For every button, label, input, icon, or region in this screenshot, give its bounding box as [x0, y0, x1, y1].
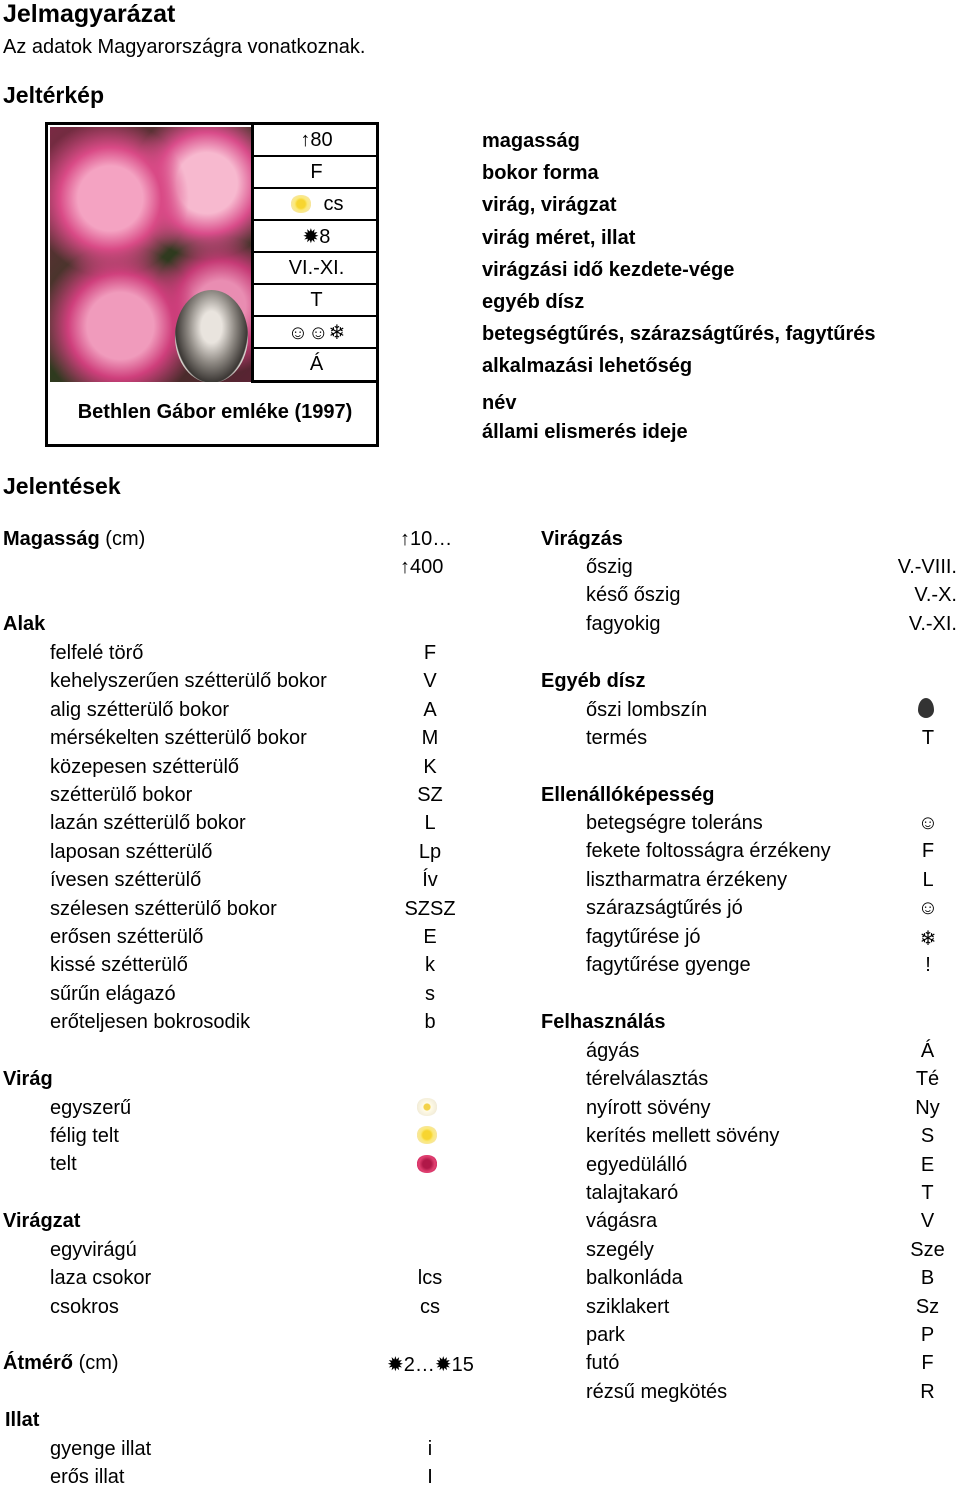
card-cell-height: ↑80	[251, 125, 379, 157]
map-label: név	[482, 392, 517, 414]
resist-code: F	[921, 840, 935, 863]
use-label: szegély	[586, 1238, 654, 1261]
form-label: mérsékelten szétterülő bokor	[50, 727, 307, 750]
resist-code: !	[925, 954, 931, 976]
form-code: L	[424, 812, 436, 835]
flower-single-label: egyszerű	[50, 1097, 132, 1119]
form-code: k	[425, 954, 435, 977]
map-label: virág, virágzat	[482, 194, 617, 216]
inflo-heading: Virágzat	[3, 1210, 81, 1232]
use-code: Ny	[915, 1096, 940, 1119]
diameter-label: Átmérő	[3, 1352, 74, 1374]
use-label: futó	[586, 1352, 620, 1375]
form-code: F	[423, 642, 437, 664]
card-cell-flower-code: cs	[323, 192, 344, 215]
resist-code: ❄	[919, 927, 937, 950]
map-label: alkalmazási lehetőség	[482, 355, 693, 377]
map-label: virág méret, illat	[482, 227, 636, 249]
use-code: Té	[915, 1068, 940, 1091]
sample-card	[45, 122, 379, 447]
form-code: Ív	[422, 869, 438, 892]
form-code: A	[423, 698, 437, 721]
map-label: magasság	[482, 130, 580, 152]
double-flower-icon	[416, 1155, 438, 1173]
form-code: SZSZ	[404, 897, 456, 920]
bloom-code: V.-X.	[914, 584, 957, 607]
form-label: szétterülő bokor	[50, 784, 193, 806]
use-label: talajtakaró	[586, 1182, 679, 1204]
use-code: S	[920, 1125, 935, 1148]
deco-heading: Egyéb dísz	[541, 670, 646, 692]
form-label: közepesen szétterülő	[50, 755, 240, 778]
card-rose-name: Bethlen Gábor emléke (1997)	[77, 400, 353, 423]
use-label: ágyás	[586, 1040, 640, 1062]
diameter-heading	[3, 1352, 119, 1375]
use-label: rézsű megkötés	[586, 1380, 728, 1403]
deco-label: őszi lombszín	[586, 699, 708, 721]
semi-double-flower-icon	[416, 1126, 438, 1144]
bloom-label: késő őszig	[586, 584, 681, 607]
use-label: balkonláda	[586, 1267, 683, 1290]
form-label: alig szétterülő bokor	[50, 698, 229, 721]
form-heading: Alak	[3, 613, 46, 635]
use-code: B	[920, 1267, 935, 1290]
bloom-code: V.-XI.	[908, 612, 957, 635]
use-code: T	[921, 1182, 934, 1204]
form-label: sűrűn elágazó	[50, 982, 176, 1005]
scent-code: i	[427, 1438, 433, 1460]
use-code: E	[920, 1153, 935, 1176]
bloom-label: fagyokig	[586, 612, 661, 635]
rose-photo	[50, 127, 251, 382]
semi-double-flower-icon	[290, 195, 312, 213]
form-label: szélesen szétterülő bokor	[50, 897, 277, 920]
card-cell-flower	[251, 189, 379, 221]
bloom-heading: Virágzás	[541, 528, 623, 550]
section-jelentesek: Jelentések	[3, 473, 121, 499]
use-code: V	[920, 1210, 935, 1233]
use-code: R	[920, 1380, 935, 1403]
form-label: ívesen szétterülő	[50, 869, 202, 892]
section-jelterkep: Jeltérkép	[3, 82, 105, 108]
use-label: nyírott sövény	[586, 1096, 711, 1119]
scent-code: I	[427, 1466, 433, 1489]
card-grid	[251, 125, 379, 383]
use-label: park	[586, 1324, 625, 1346]
scent-heading: Illat	[5, 1409, 40, 1431]
use-code: Sz	[915, 1295, 940, 1318]
diameter-unit: (cm)	[78, 1352, 119, 1374]
form-code: b	[424, 1011, 436, 1034]
form-label: lazán szétterülő bokor	[50, 812, 246, 835]
form-label: erősen szétterülő	[50, 926, 204, 948]
page-subtitle: Az adatok Magyarországra vonatkoznak.	[3, 36, 366, 58]
form-label: erőteljesen bokrosodik	[50, 1011, 251, 1034]
height-label: Magasság	[3, 528, 100, 550]
resist-label: betegségre toleráns	[586, 812, 763, 834]
resist-code: L	[922, 868, 934, 891]
card-cell-resist: ☺☺❄	[251, 317, 379, 349]
map-label: betegségtűrés, szárazságtűrés, fagytűrés	[482, 323, 876, 345]
inflo-code: lcs	[417, 1267, 443, 1290]
diameter-value: ✹2…✹15	[387, 1354, 474, 1376]
map-label: egyéb dísz	[482, 291, 585, 313]
inflo-code: cs	[420, 1295, 440, 1318]
form-code: SZ	[417, 784, 443, 806]
form-label: kehelyszerűen szétterülő bokor	[50, 670, 327, 693]
resist-label: fagytűrése gyenge	[586, 954, 751, 976]
use-code: Á	[920, 1040, 935, 1062]
card-cell-deco: T	[251, 285, 379, 317]
form-code: V	[423, 670, 437, 693]
use-label: térelválasztás	[586, 1068, 709, 1091]
resist-label: szárazságtűrés jó	[586, 897, 743, 920]
use-label: vágásra	[586, 1210, 658, 1233]
use-label: kerítés mellett sövény	[586, 1125, 780, 1148]
form-label: laposan szétterülő	[50, 840, 213, 863]
scent-label: gyenge illat	[50, 1438, 152, 1460]
card-cell-size: ✹8	[251, 221, 379, 253]
height-unit: (cm)	[105, 528, 146, 550]
card-cell-form: F	[251, 157, 379, 189]
use-code: Sze	[910, 1238, 945, 1261]
resist-code: ☺	[917, 812, 939, 834]
resist-heading: Ellenállóképesség	[541, 784, 715, 806]
height-min: ↑10…	[400, 528, 453, 550]
deco-code: T	[921, 727, 935, 749]
card-cell-bloom: VI.-XI.	[251, 253, 379, 285]
resist-label: fagytűrése jó	[586, 925, 701, 948]
height-heading	[3, 528, 145, 551]
page-title: Jelmagyarázat	[3, 0, 176, 28]
form-code: K	[423, 755, 437, 778]
inflo-label: laza csokor	[50, 1267, 152, 1290]
scent-label: erős illat	[50, 1466, 125, 1489]
use-heading: Felhasználás	[541, 1011, 666, 1033]
use-label: sziklakert	[586, 1295, 670, 1318]
use-code: F	[921, 1352, 934, 1375]
inflo-label: egyvirágú	[50, 1239, 137, 1261]
bloom-code: V.-VIII.	[897, 556, 957, 578]
single-flower-icon	[416, 1098, 438, 1116]
map-label: bokor forma	[482, 162, 599, 184]
form-code: M	[421, 727, 439, 750]
flower-semi-label: félig telt	[50, 1125, 119, 1147]
deco-label: termés	[586, 727, 648, 749]
flower-double-label: telt	[50, 1153, 77, 1175]
resist-label: fekete foltosságra érzékeny	[586, 840, 831, 863]
form-label: felfelé törő	[50, 642, 144, 664]
form-code: Lp	[418, 840, 442, 863]
height-max: ↑400	[400, 556, 444, 578]
use-code: P	[920, 1324, 935, 1346]
form-label: kissé szétterülő	[50, 954, 188, 977]
card-cell-use: Á	[251, 349, 379, 383]
resist-label: lisztharmatra érzékeny	[586, 868, 788, 891]
resist-code: ☺	[917, 897, 939, 920]
bloom-label: őszig	[586, 556, 633, 578]
leaf-drop-icon	[918, 698, 934, 718]
form-code: E	[423, 926, 437, 948]
map-label: állami elismerés ideje	[482, 421, 688, 443]
inflo-label: csokros	[50, 1295, 119, 1318]
use-label: egyedülálló	[586, 1153, 688, 1176]
portrait-medallion	[175, 290, 248, 382]
flower-heading: Virág	[3, 1068, 53, 1090]
form-code: s	[425, 982, 435, 1005]
map-label: virágzási idő kezdete-vége	[482, 259, 735, 281]
